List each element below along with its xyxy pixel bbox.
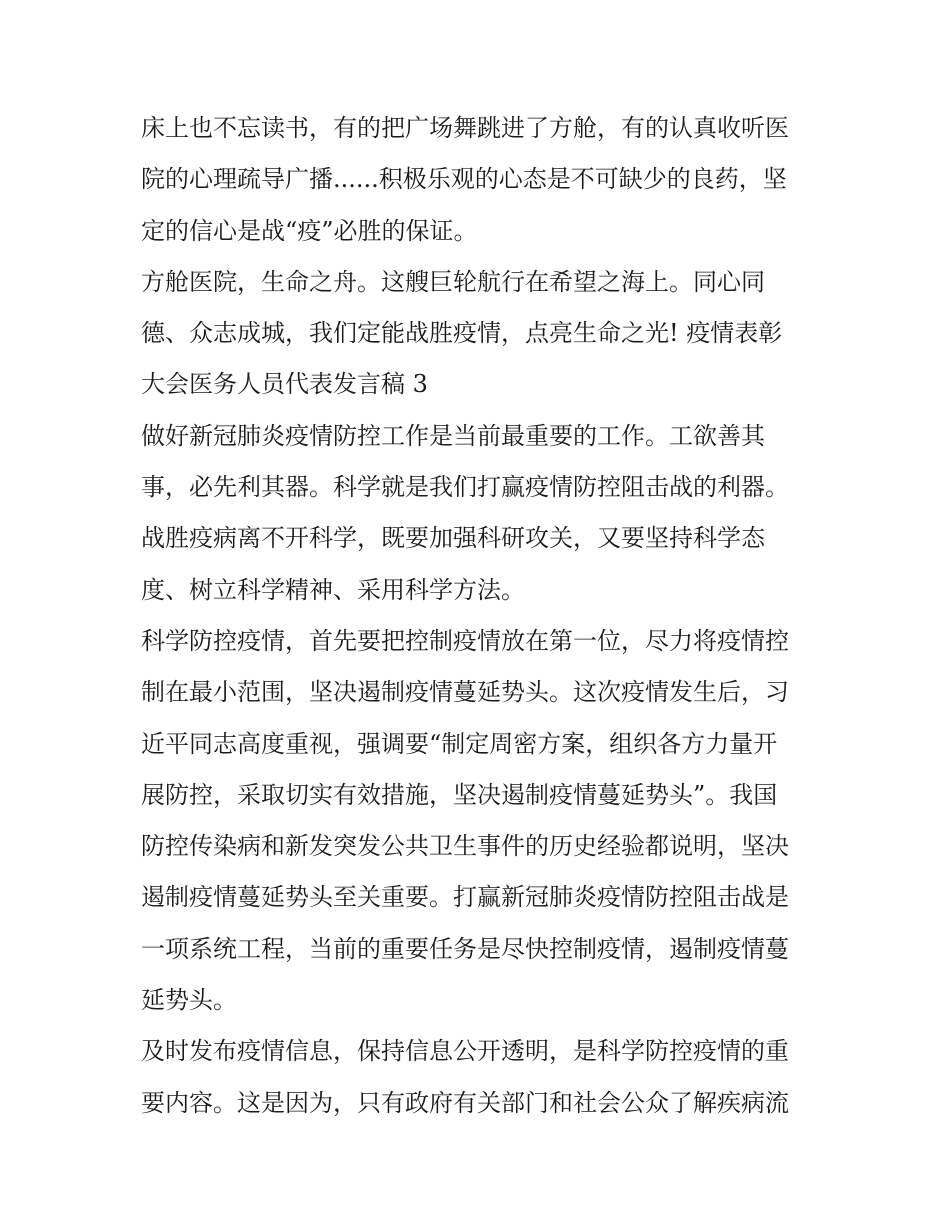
text-line: 度、树立科学精神、采用科学方法。	[141, 575, 525, 604]
text-line: 床上也不忘读书，有的把广场舞跳进了方舱，有的认真收听医	[141, 114, 789, 142]
text-line: 方舱医院，生命之舟。这艘巨轮航行在希望之海上。同心同	[141, 267, 765, 296]
text-line: 要内容。这是因为，只有政府有关部门和社会公众了解疾病流	[141, 1088, 789, 1117]
text-line: 大会医务人员代表发言稿 3	[141, 370, 428, 399]
text-line: 做好新冠肺炎疫情防控工作是当前最重要的工作。工欲善其	[141, 421, 765, 450]
text-line: 事，必先利其器。科学就是我们打赢疫情防控阻击战的利器。	[141, 473, 789, 502]
text-line: 一项系统工程，当前的重要任务是尽快控制疫情，遏制疫情蔓	[141, 934, 789, 963]
text-line: 展防控，采取切实有效措施，坚决遏制疫情蔓延势头”。我国	[141, 780, 778, 809]
text-line: 近平同志高度重视，强调要“制定周密方案，组织各方力量开	[141, 729, 778, 758]
text-line: 延势头。	[141, 986, 237, 1015]
text-line: 科学防控疫情，首先要把控制疫情放在第一位，尽力将疫情控	[141, 626, 789, 655]
text-line: 德、众志成城，我们定能战胜疫情，点亮生命之光! 疫情表彰	[141, 319, 783, 348]
text-line: 定的信心是战“疫”必胜的保证。	[141, 216, 478, 245]
text-line: 院的心理疏导广播......积极乐观的心态是不可缺少的良药，坚	[141, 165, 787, 194]
body-text	[141, 103, 821, 1129]
text-line: 防控传染病和新发突发公共卫生事件的历史经验都说明，坚决	[141, 832, 789, 861]
text-line: 遏制疫情蔓延势头至关重要。打赢新冠肺炎疫情防控阻击战是	[141, 883, 789, 912]
text-line: 及时发布疫情信息，保持信息公开透明，是科学防控疫情的重	[141, 1037, 789, 1066]
text-line: 制在最小范围，坚决遏制疫情蔓延势头。这次疫情发生后，习	[141, 678, 789, 707]
text-line: 战胜疫病离不开科学，既要加强科研攻关，又要坚持科学态	[141, 524, 765, 553]
